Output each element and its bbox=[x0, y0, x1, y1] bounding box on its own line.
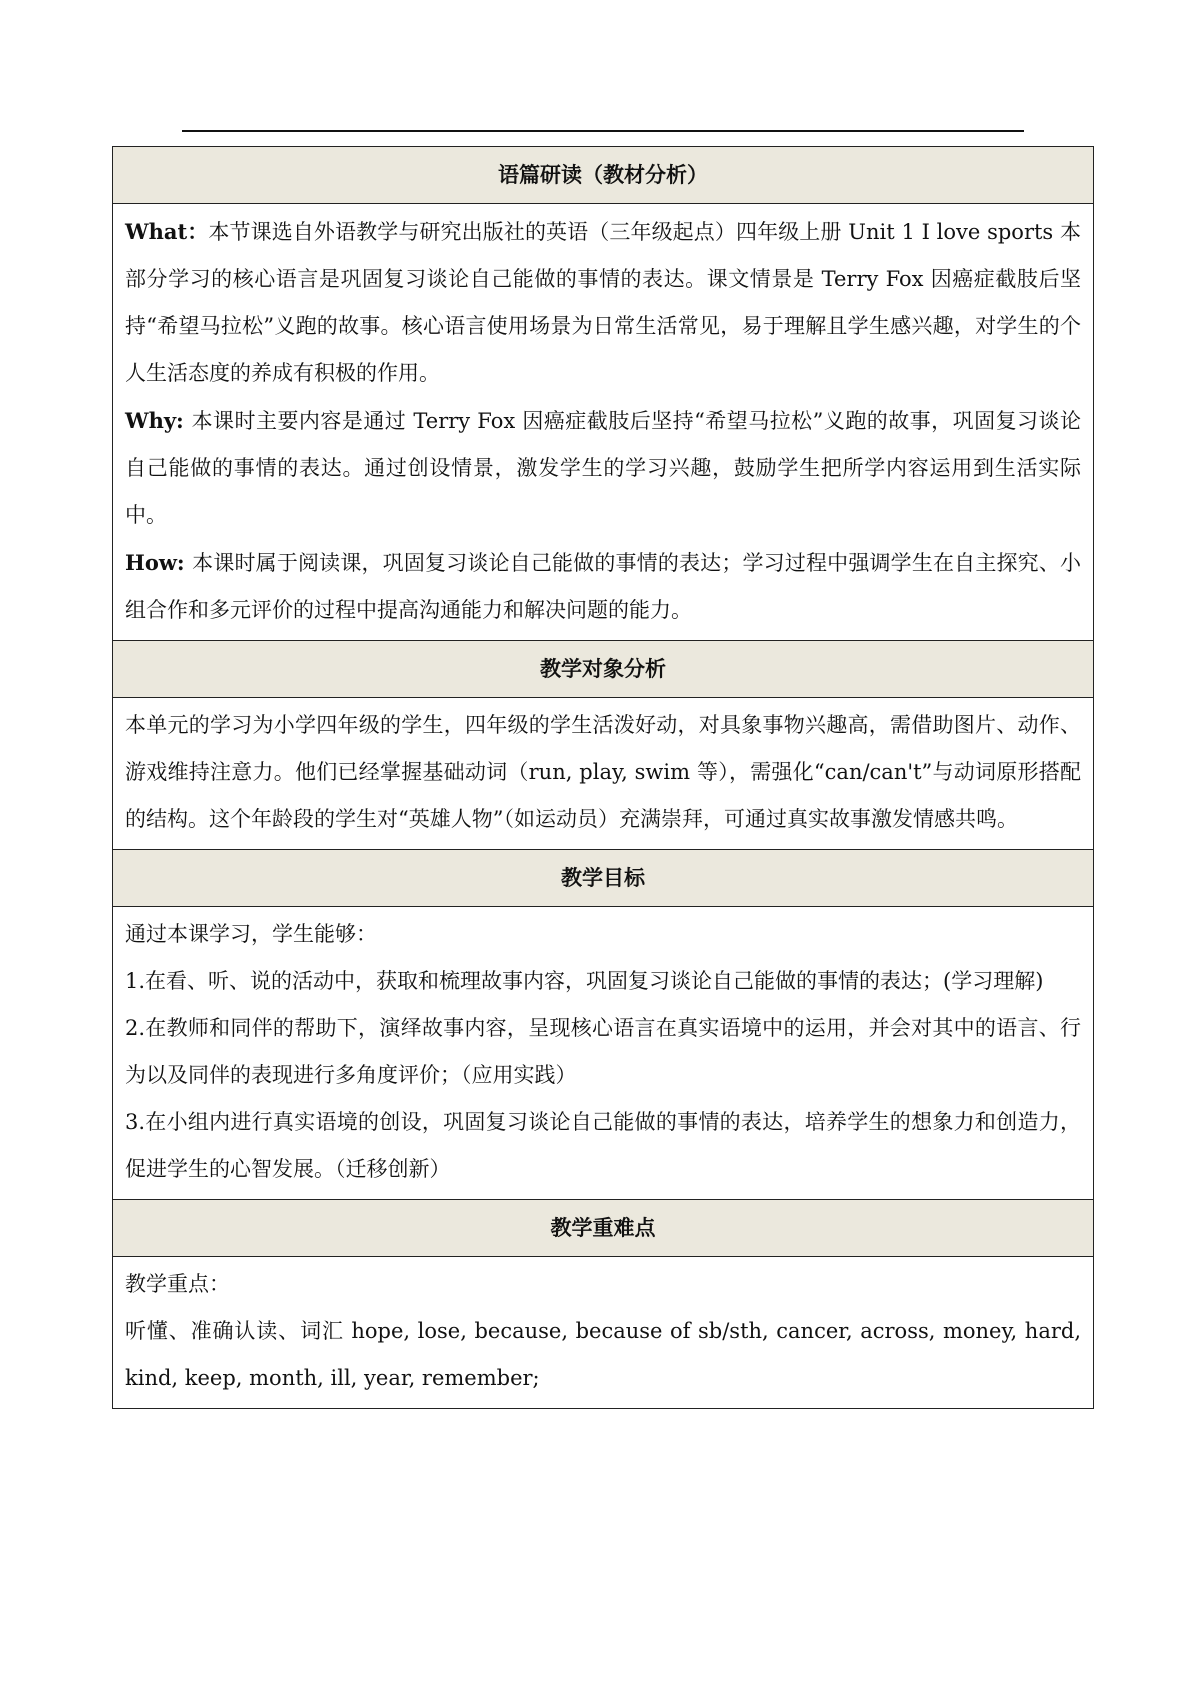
key-points-vocabulary: 听懂、准确认读、词汇 hope, lose, because, because of sb/sth, cancer, across, money, hard, kind, keep, month, ill, year, remember; bbox=[125, 1319, 1081, 1390]
objective-item-1: 1.在看、听、说的活动中，获取和梳理故事内容，巩固复习谈论自己能做的事情的表达；(学习理解) bbox=[125, 969, 1044, 993]
section-title-teaching-objectives: 教学目标 bbox=[113, 850, 1094, 907]
how-paragraph bbox=[125, 539, 1081, 634]
why-label: Why: bbox=[125, 408, 192, 433]
objective-item-2: 2.在教师和同伴的帮助下，演绎故事内容，呈现核心语言在真实语境中的运用，并会对其中的语言、行为以及同伴的表现进行多角度评价；（应用实践） bbox=[125, 1016, 1081, 1087]
section-header-row bbox=[113, 147, 1094, 204]
objective-item-3: 3.在小组内进行真实语境的创设，巩固复习谈论自己能做的事情的表达，培养学生的想象力和创造力，促进学生的心智发展。（迁移创新） bbox=[125, 1110, 1081, 1181]
section-header-row bbox=[113, 850, 1094, 907]
how-label: How: bbox=[125, 550, 193, 575]
what-paragraph bbox=[125, 208, 1081, 397]
section-body-row bbox=[113, 204, 1094, 641]
section-header-row bbox=[113, 641, 1094, 698]
student-analysis-paragraph: 本单元的学习为小学四年级的学生，四年级的学生活泼好动，对具象事物兴趣高，需借助图片、动作、游戏维持注意力。他们已经掌握基础动词（run, play, swim 等），需强化“can/can't”与动词原形搭配的结构。这个年龄段的学生对“英雄人物”（如运动员）充满崇拜，可通过真实故事激发情感共鸣。 bbox=[125, 713, 1081, 831]
section-title-student-analysis: 教学对象分析 bbox=[113, 641, 1094, 698]
objectives-intro: 通过本课学习，学生能够： bbox=[125, 922, 377, 946]
what-label: What： bbox=[125, 219, 209, 244]
student-analysis-content bbox=[113, 698, 1094, 850]
section-title-text-analysis: 语篇研读（教材分析） bbox=[113, 147, 1094, 204]
section-body-row bbox=[113, 698, 1094, 850]
why-text: 本课时主要内容是通过 Terry Fox 因癌症截肢后坚持“希望马拉松”义跑的故事，巩固复习谈论自己能做的事情的表达。通过创设情景，激发学生的学习兴趣，鼓励学生把所学内容运用到生活实际中。 bbox=[125, 409, 1081, 527]
section-header-row bbox=[113, 1200, 1094, 1257]
header-rule bbox=[182, 130, 1024, 132]
text-analysis-content bbox=[113, 204, 1094, 641]
teaching-objectives-content bbox=[113, 907, 1094, 1200]
section-body-row bbox=[113, 907, 1094, 1200]
how-text: 本课时属于阅读课，巩固复习谈论自己能做的事情的表达；学习过程中强调学生在自主探究、小组合作和多元评价的过程中提高沟通能力和解决问题的能力。 bbox=[125, 551, 1081, 622]
section-title-key-difficult-points: 教学重难点 bbox=[113, 1200, 1094, 1257]
lesson-plan-table bbox=[112, 146, 1094, 1409]
key-points-content bbox=[113, 1257, 1094, 1409]
section-body-row bbox=[113, 1257, 1094, 1409]
why-paragraph bbox=[125, 397, 1081, 539]
what-text: 本节课选自外语教学与研究出版社的英语（三年级起点）四年级上册 Unit 1 I love sports 本部分学习的核心语言是巩固复习谈论自己能做的事情的表达。课文情景是 Terry Fox 因癌症截肢后坚持“希望马拉松”义跑的故事。核心语言使用场景为日常生活常见，易于理解且学生感兴趣，对学生的个人生活态度的养成有积极的作用。 bbox=[125, 220, 1081, 385]
key-points-label: 教学重点： bbox=[125, 1272, 230, 1296]
